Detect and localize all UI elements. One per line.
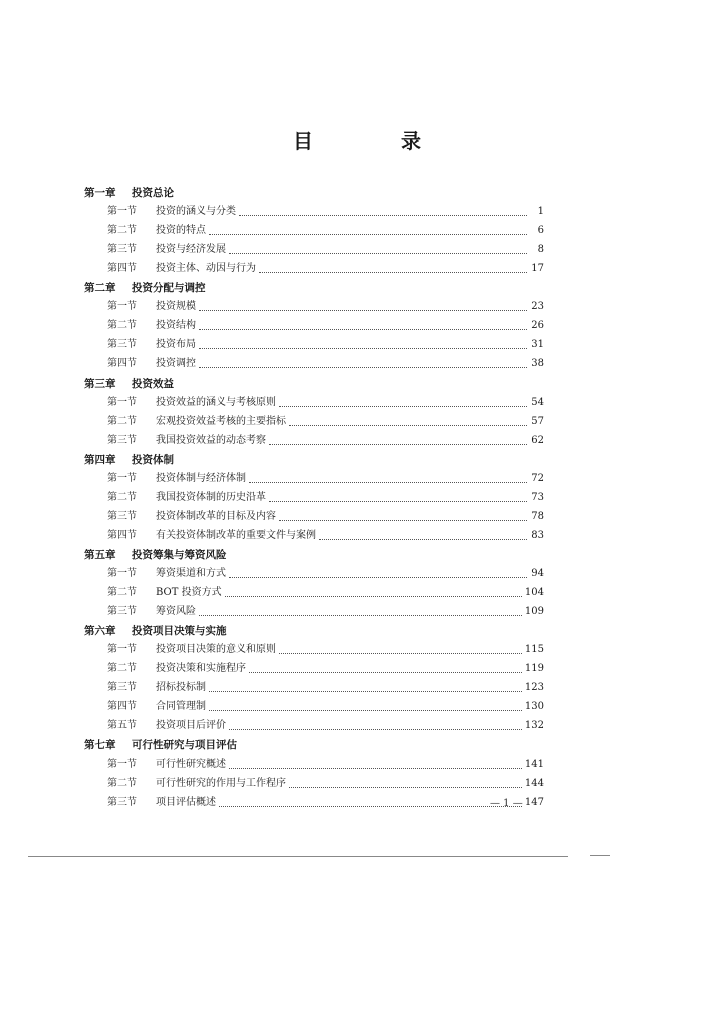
toc-chapter xyxy=(84,736,237,754)
dot-leader xyxy=(319,527,527,540)
toc-entry xyxy=(107,603,544,621)
section-number: 第三节 xyxy=(107,606,137,618)
scan-edge-line xyxy=(28,856,568,857)
section-title: 我国投资效益的动态考察 xyxy=(156,434,266,446)
toc-entry xyxy=(107,565,544,583)
dot-leader xyxy=(229,565,527,578)
section-title: 投资布局 xyxy=(156,339,196,351)
dot-leader xyxy=(239,203,527,216)
chapter-number: 第四章 xyxy=(84,453,116,466)
dot-leader xyxy=(269,432,527,445)
section-page-number: 78 xyxy=(531,510,544,522)
section-title: 投资项目决策的意义和原则 xyxy=(156,644,276,656)
toc-entry xyxy=(107,260,544,278)
section-number: 第四节 xyxy=(107,701,137,713)
toc-entry xyxy=(107,222,544,240)
section-page-number: 72 xyxy=(531,472,544,484)
scan-edge-line-right xyxy=(590,855,610,856)
section-title: 投资项目后评价 xyxy=(156,720,226,732)
section-title: 投资主体、动因与行为 xyxy=(156,263,256,275)
section-page-number: 123 xyxy=(524,682,544,694)
toc-chapter xyxy=(84,375,174,393)
section-number: 第二节 xyxy=(107,587,137,599)
toc-entry xyxy=(107,660,544,678)
dot-leader xyxy=(219,794,522,807)
section-number: 第二节 xyxy=(107,415,137,427)
section-page-number: 26 xyxy=(531,320,544,332)
dot-leader xyxy=(229,241,527,254)
dot-leader xyxy=(199,317,527,330)
page-title xyxy=(0,124,714,154)
toc-entry xyxy=(107,775,544,793)
chapter-title: 投资体制 xyxy=(132,453,174,466)
section-page-number: 6 xyxy=(537,225,544,237)
dot-leader xyxy=(279,508,527,521)
section-page-number: 23 xyxy=(531,301,544,313)
dot-leader xyxy=(225,584,522,597)
section-title: 投资体制与经济体制 xyxy=(156,472,246,484)
chapter-title: 投资总论 xyxy=(132,187,174,199)
section-title: BOT 投资方式 xyxy=(156,587,222,599)
section-title: 招标投标制 xyxy=(156,682,206,694)
toc-entry xyxy=(107,489,544,507)
dot-leader xyxy=(249,470,527,483)
section-page-number: 1 xyxy=(537,206,544,218)
toc-chapter xyxy=(84,622,227,640)
toc-entry xyxy=(107,756,544,774)
section-number: 第二节 xyxy=(107,491,137,503)
chapter-number: 第五章 xyxy=(84,548,116,561)
title-char-2: 录 xyxy=(401,128,421,153)
section-number: 第二节 xyxy=(107,777,137,789)
section-title: 合同管理制 xyxy=(156,701,206,713)
toc-entry xyxy=(107,794,544,812)
section-page-number: 54 xyxy=(531,396,544,408)
section-number: 第四节 xyxy=(107,358,137,370)
section-title: 投资规模 xyxy=(156,301,196,313)
toc-chapter xyxy=(84,451,174,469)
section-page-number: 94 xyxy=(531,568,544,579)
dot-leader xyxy=(199,336,527,349)
toc-entry xyxy=(107,527,544,545)
section-number: 第一节 xyxy=(107,644,137,656)
toc-entry xyxy=(107,717,544,735)
section-page-number: 62 xyxy=(531,434,544,446)
section-page-number: 141 xyxy=(524,758,544,770)
chapter-title: 投资筹集与筹资风险 xyxy=(132,548,227,561)
toc-chapter xyxy=(84,184,174,202)
section-title: 有关投资体制改革的重要文件与案例 xyxy=(156,529,316,541)
section-title: 我国投资体制的历史沿革 xyxy=(156,491,266,503)
section-title: 投资体制改革的目标及内容 xyxy=(156,510,276,522)
toc-chapter xyxy=(84,279,206,297)
chapter-number: 第二章 xyxy=(84,282,116,295)
page-number-footer: — 1 — xyxy=(490,798,523,809)
section-number: 第三节 xyxy=(107,796,137,808)
dot-leader xyxy=(209,679,522,692)
chapter-title: 可行性研究与项目评估 xyxy=(132,739,237,752)
section-page-number: 17 xyxy=(531,263,544,275)
toc-chapter xyxy=(84,546,227,564)
toc-entry xyxy=(107,336,544,354)
section-number: 第三节 xyxy=(107,682,137,694)
section-title: 可行性研究概述 xyxy=(156,758,226,770)
toc-entry xyxy=(107,641,544,659)
section-number: 第四节 xyxy=(107,529,137,541)
dot-leader xyxy=(269,489,527,502)
section-number: 第三节 xyxy=(107,244,137,256)
dot-leader xyxy=(209,698,522,711)
section-title: 投资与经济发展 xyxy=(156,244,226,256)
chapter-number: 第七章 xyxy=(84,739,116,752)
dot-leader xyxy=(199,355,527,368)
section-number: 第三节 xyxy=(107,510,137,522)
section-page-number: 109 xyxy=(524,606,544,618)
section-number: 第一节 xyxy=(107,396,137,408)
section-page-number: 147 xyxy=(524,796,544,808)
section-page-number: 31 xyxy=(531,339,544,351)
section-number: 第二节 xyxy=(107,320,137,332)
section-title: 宏观投资效益考核的主要指标 xyxy=(156,415,286,427)
section-page-number: 57 xyxy=(531,415,544,427)
section-page-number: 144 xyxy=(524,777,544,789)
section-number: 第四节 xyxy=(107,263,137,275)
section-title: 投资的涵义与分类 xyxy=(156,206,236,218)
chapter-title: 投资效益 xyxy=(132,377,174,390)
section-page-number: 132 xyxy=(524,720,544,732)
toc-entry xyxy=(107,508,544,526)
chapter-title: 投资分配与调控 xyxy=(132,282,206,295)
dot-leader xyxy=(289,775,522,788)
section-number: 第一节 xyxy=(107,301,137,313)
section-title: 筹资风险 xyxy=(156,606,196,618)
section-title: 项目评估概述 xyxy=(156,796,216,808)
section-number: 第一节 xyxy=(107,568,137,579)
toc-entry xyxy=(107,584,544,602)
section-title: 筹资渠道和方式 xyxy=(156,568,226,579)
toc-entry xyxy=(107,317,544,335)
section-title: 投资调控 xyxy=(156,358,196,370)
section-page-number: 83 xyxy=(531,529,544,541)
toc-entry xyxy=(107,394,544,412)
chapter-title: 投资项目决策与实施 xyxy=(132,625,227,638)
section-number: 第五节 xyxy=(107,720,137,732)
section-page-number: 8 xyxy=(537,244,544,256)
dot-leader xyxy=(209,222,527,235)
title-char-1: 目 xyxy=(293,128,313,153)
chapter-number: 第三章 xyxy=(84,377,116,390)
dot-leader xyxy=(249,660,522,673)
dot-leader xyxy=(289,413,527,426)
section-page-number: 104 xyxy=(524,587,544,599)
toc-entry xyxy=(107,413,544,431)
toc-entry xyxy=(107,298,544,316)
section-number: 第二节 xyxy=(107,663,137,675)
toc-entry xyxy=(107,432,544,450)
dot-leader xyxy=(259,260,527,273)
toc-entry xyxy=(107,470,544,488)
dot-leader xyxy=(229,756,522,769)
dot-leader xyxy=(229,717,522,730)
section-title: 投资效益的涵义与考核原则 xyxy=(156,396,276,408)
section-title: 投资决策和实施程序 xyxy=(156,663,246,675)
section-page-number: 38 xyxy=(531,358,544,370)
chapter-number: 第六章 xyxy=(84,625,116,638)
toc-entry xyxy=(107,355,544,373)
dot-leader xyxy=(199,298,527,311)
section-page-number: 115 xyxy=(524,644,544,656)
section-title: 投资结构 xyxy=(156,320,196,332)
section-title: 可行性研究的作用与工作程序 xyxy=(156,777,286,789)
dot-leader xyxy=(279,394,527,407)
chapter-number: 第一章 xyxy=(84,187,116,199)
section-title: 投资的特点 xyxy=(156,225,206,237)
section-number: 第三节 xyxy=(107,434,137,446)
section-page-number: 119 xyxy=(524,663,544,675)
toc-entry xyxy=(107,679,544,697)
toc-entry xyxy=(107,698,544,716)
section-number: 第一节 xyxy=(107,206,137,218)
toc-entry xyxy=(107,241,544,259)
section-page-number: 130 xyxy=(524,701,544,713)
section-number: 第三节 xyxy=(107,339,137,351)
section-number: 第一节 xyxy=(107,472,137,484)
section-number: 第一节 xyxy=(107,758,137,770)
dot-leader xyxy=(199,603,522,616)
section-number: 第二节 xyxy=(107,225,137,237)
toc-entry xyxy=(107,203,544,221)
dot-leader xyxy=(279,641,522,654)
section-page-number: 73 xyxy=(531,491,544,503)
